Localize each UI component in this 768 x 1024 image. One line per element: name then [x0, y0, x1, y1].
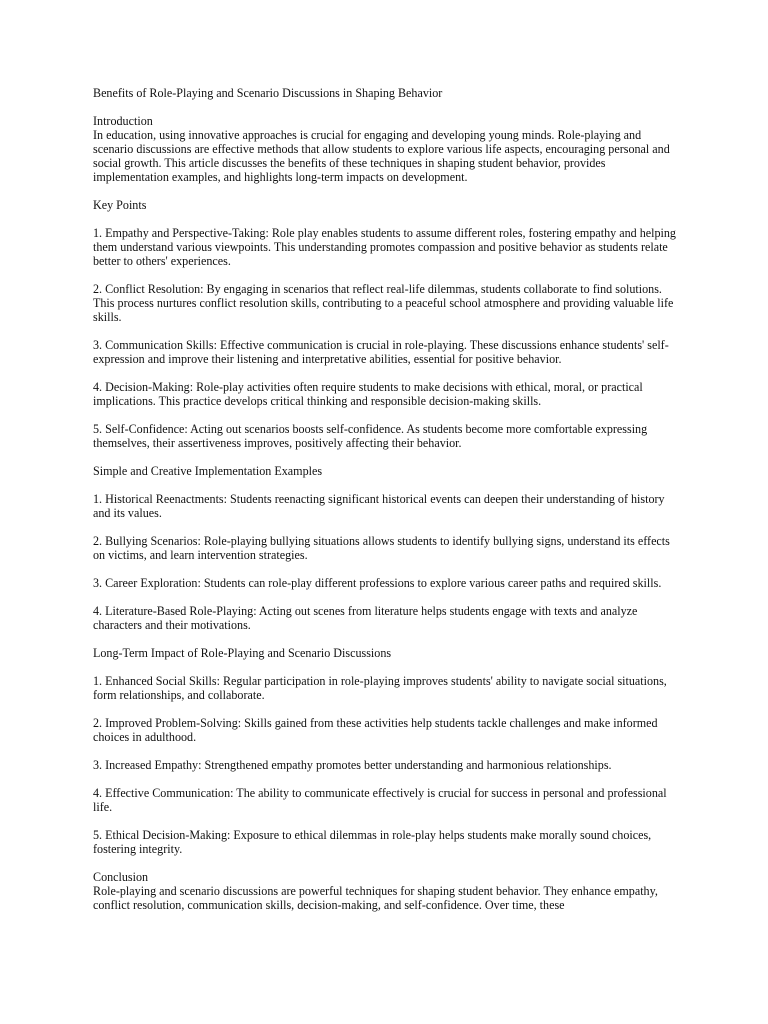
- introduction-text: In education, using innovative approaches is crucial for engaging and developing young minds. Role-playing and scenario discussions are effective methods that allow students to explore various life aspects, encouraging personal and social growth. This article discusses the benefits of these techniques in shaping student behavior, provides implementation examples, and highlights long-term impacts on development.: [93, 128, 670, 184]
- conclusion-heading: Conclusion: [93, 870, 149, 884]
- key-point-item: 5. Self-Confidence: Acting out scenarios boosts self-confidence. As students become more comfortable expressing themselves, their assertiveness improves, positively affecting their behavior.: [93, 422, 648, 450]
- long-term-heading: Long-Term Impact of Role-Playing and Scenario Discussions: [93, 646, 392, 660]
- example-item: 3. Career Exploration: Students can role-play different professions to explore various career paths and required skills.: [93, 576, 662, 590]
- long-term-item: 5. Ethical Decision-Making: Exposure to ethical dilemmas in role-play helps students make morally sound choices, fostering integrity.: [93, 828, 652, 856]
- example-item: 2. Bullying Scenarios: Role-playing bullying situations allows students to identify bullying signs, understand its effects on victims, and learn intervention strategies.: [93, 534, 670, 562]
- key-point-item: 1. Empathy and Perspective-Taking: Role play enables students to assume different roles, fostering empathy and helping them understand various viewpoints. This understanding promotes compassion and positive behavior as students relate better to others' experiences.: [93, 226, 676, 268]
- examples-heading: Simple and Creative Implementation Examples: [93, 464, 323, 478]
- introduction-heading: Introduction: [93, 114, 153, 128]
- long-term-item: 2. Improved Problem-Solving: Skills gained from these activities help students tackle challenges and make informed choices in adulthood.: [93, 716, 658, 744]
- key-point-item: 3. Communication Skills: Effective communication is crucial in role-playing. These discussions enhance students' self-expression and improve their listening and interpretative abilities, essential for positive behavior.: [93, 338, 669, 366]
- example-item: 4. Literature-Based Role-Playing: Acting out scenes from literature helps students engage with texts and analyze characters and their motivations.: [93, 604, 638, 632]
- example-item: 1. Historical Reenactments: Students reenacting significant historical events can deepen their understanding of history and its values.: [93, 492, 665, 520]
- key-points-heading: Key Points: [93, 198, 147, 212]
- introduction-section: [93, 114, 683, 184]
- document-page: [93, 86, 683, 926]
- long-term-item: 4. Effective Communication: The ability to communicate effectively is crucial for success in personal and professional life.: [93, 786, 667, 814]
- document-title: Benefits of Role-Playing and Scenario Discussions in Shaping Behavior: [93, 86, 443, 100]
- key-point-item: 2. Conflict Resolution: By engaging in scenarios that reflect real-life dilemmas, students collaborate to find solutions. This process nurtures conflict resolution skills, contributing to a peaceful school atmosphere and providing valuable life skills.: [93, 282, 674, 324]
- long-term-item: 3. Increased Empathy: Strengthened empathy promotes better understanding and harmonious relationships.: [93, 758, 612, 772]
- conclusion-text: Role-playing and scenario discussions are powerful techniques for shaping student behavior. They enhance empathy, conflict resolution, communication skills, decision-making, and self-confidence. Over time, these: [93, 884, 658, 912]
- conclusion-section: [93, 870, 683, 912]
- key-point-item: 4. Decision-Making: Role-play activities often require students to make decisions with ethical, moral, or practical implications. This practice develops critical thinking and responsible decision-making skills.: [93, 380, 643, 408]
- long-term-item: 1. Enhanced Social Skills: Regular participation in role-playing improves students' ability to navigate social situations, form relationships, and collaborate.: [93, 674, 667, 702]
